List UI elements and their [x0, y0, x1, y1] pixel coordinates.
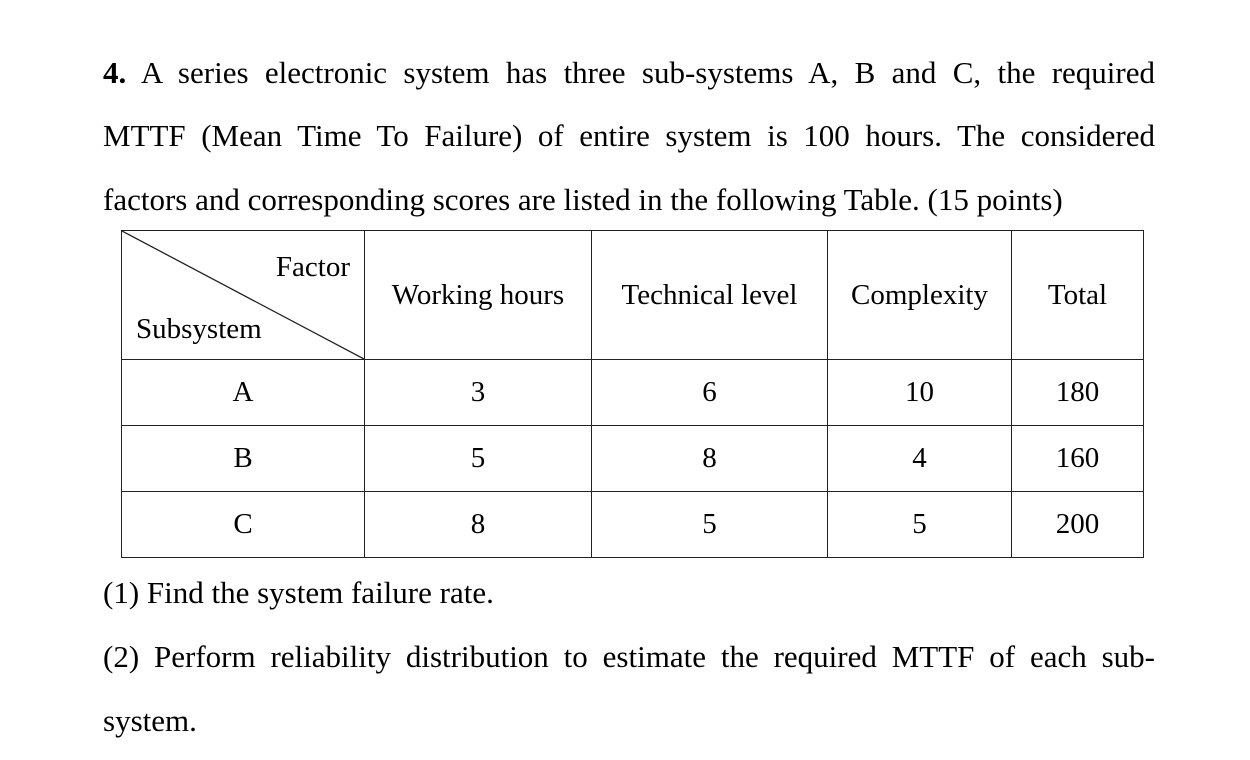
subsystem-cell: C	[122, 492, 365, 558]
subsystem-cell: B	[122, 426, 365, 492]
working-hours-cell: 5	[365, 426, 592, 492]
total-cell: 160	[1012, 426, 1144, 492]
table-row	[122, 360, 1144, 426]
column-header-total: Total	[1012, 231, 1144, 360]
column-header-working-hours: Working hours	[365, 231, 592, 360]
problem-number: 4.	[103, 55, 127, 90]
table-row	[122, 426, 1144, 492]
corner-label-factor: Factor	[275, 251, 350, 283]
corner-header-cell	[122, 231, 365, 360]
problem-text-line-1: A series electronic system has three sub-systems A, B and C, the required	[140, 55, 1155, 90]
question-2-line-1: (2) Perform reliability distribution to estimate the required MTTF of each sub-	[103, 639, 1155, 674]
complexity-cell: 10	[828, 360, 1012, 426]
working-hours-cell: 8	[365, 492, 592, 558]
problem-line-2: MTTF (Mean Time To Failure) of entire system is 100 hours. The considered	[103, 118, 1155, 153]
factor-score-table	[121, 230, 1144, 558]
column-header-technical-level: Technical level	[592, 231, 828, 360]
table-row	[122, 492, 1144, 558]
technical-level-cell: 5	[592, 492, 828, 558]
technical-level-cell: 6	[592, 360, 828, 426]
problem-line-3: factors and corresponding scores are listed in the following Table. (15 points)	[103, 182, 1063, 217]
corner-label-subsystem: Subsystem	[136, 313, 262, 345]
complexity-cell: 5	[828, 492, 1012, 558]
total-cell: 200	[1012, 492, 1144, 558]
problem-line-1	[103, 57, 1155, 88]
subsystem-cell: A	[122, 360, 365, 426]
complexity-cell: 4	[828, 426, 1012, 492]
working-hours-cell: 3	[365, 360, 592, 426]
question-1: (1) Find the system failure rate.	[103, 575, 494, 610]
technical-level-cell: 8	[592, 426, 828, 492]
question-2-line-2: system.	[103, 703, 197, 738]
table-header-row	[122, 231, 1144, 360]
column-header-complexity: Complexity	[828, 231, 1012, 360]
total-cell: 180	[1012, 360, 1144, 426]
